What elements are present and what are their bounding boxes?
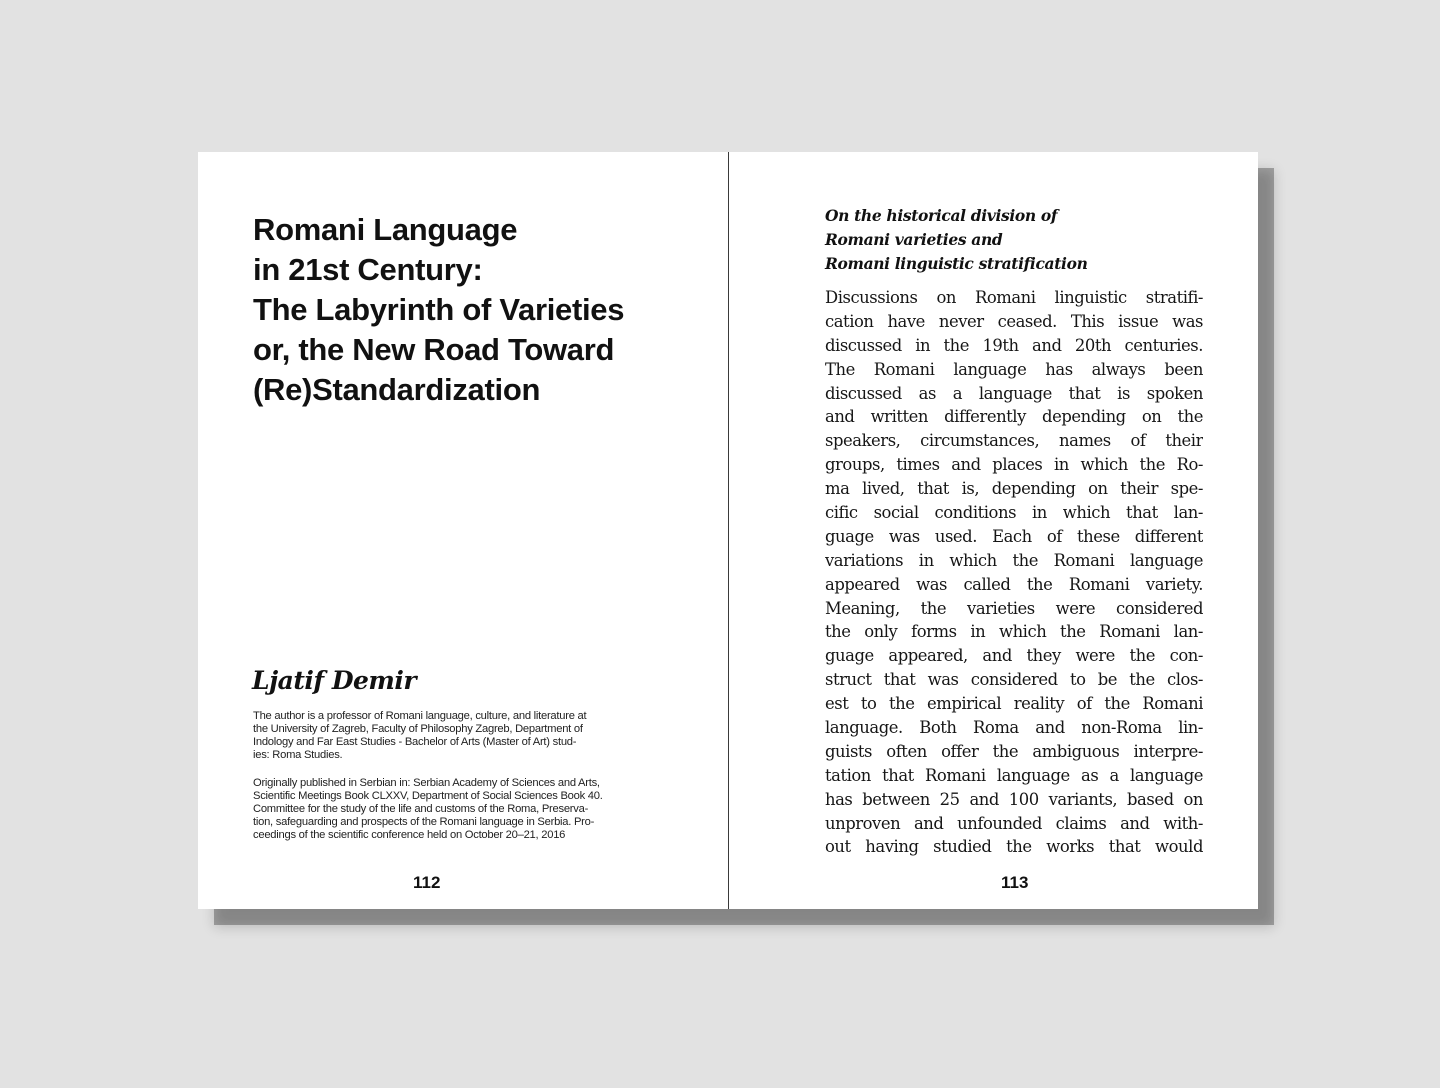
body-line: The Romani language has always been bbox=[825, 359, 1203, 379]
note-line: Scientific Meetings Book CLXXV, Department of Social Sciences Book 40. bbox=[253, 790, 603, 802]
body-line: cific social conditions in which that lan- bbox=[825, 503, 1203, 523]
body-line: language. Both Roma and non-Roma lin- bbox=[825, 718, 1203, 738]
publication-note bbox=[253, 777, 633, 842]
body-line: Discussions on Romani linguistic stratifi- bbox=[825, 288, 1203, 307]
chapter-title-line: (Re)Standardization bbox=[253, 372, 541, 407]
body-line: est to the empirical reality of the Romani bbox=[825, 694, 1203, 714]
note-line: Originally published in Serbian in: Serbian Academy of Sciences and Arts, bbox=[253, 777, 600, 789]
left-page bbox=[198, 152, 728, 909]
author-name: Ljatif Demir bbox=[252, 666, 417, 695]
body-line: discussed in the 19th and 20th centuries. bbox=[825, 335, 1203, 355]
note-line: the University of Zagreb, Faculty of Philosophy Zagreb, Department of bbox=[253, 723, 583, 735]
body-line: the only forms in which the Romani lan- bbox=[825, 622, 1203, 642]
body-line: ma lived, that is, depending on their spe- bbox=[825, 479, 1203, 499]
chapter-title-line: in 21st Century: bbox=[253, 252, 483, 287]
book-spread bbox=[198, 152, 1258, 909]
section-heading-line: Romani linguistic stratification bbox=[825, 254, 1088, 273]
chapter-title bbox=[253, 210, 673, 410]
note-line: Committee for the study of the life and customs of the Roma, Preserva- bbox=[253, 803, 589, 815]
body-line: guists often offer the ambiguous interpre- bbox=[825, 741, 1203, 761]
note-line: Indology and Far East Studies - Bachelor of Arts (Master of Art) stud- bbox=[253, 736, 577, 748]
body-line: groups, times and places in which the Ro- bbox=[825, 455, 1203, 475]
section-heading-line: Romani varieties and bbox=[825, 230, 1003, 249]
right-page bbox=[729, 152, 1258, 909]
body-line: cation have never ceased. This issue was bbox=[825, 311, 1203, 331]
chapter-title-line: The Labyrinth of Varieties bbox=[253, 292, 625, 327]
body-line: Meaning, the varieties were considered bbox=[825, 598, 1203, 618]
note-line: ies: Roma Studies. bbox=[253, 749, 343, 761]
body-line: and written differently depending on the bbox=[825, 407, 1203, 427]
note-line: ceedings of the scientific conference held on October 20–21, 2016 bbox=[253, 829, 566, 841]
section-heading bbox=[825, 204, 1088, 276]
author-bio-note bbox=[253, 710, 633, 762]
note-line: The author is a professor of Romani language, culture, and literature at bbox=[253, 710, 587, 722]
page-number-right: 113 bbox=[1001, 873, 1029, 892]
body-line: guage appeared, and they were the con- bbox=[825, 646, 1203, 666]
chapter-title-line: Romani Language bbox=[253, 212, 518, 247]
body-line: has between 25 and 100 variants, based on bbox=[825, 789, 1203, 809]
body-line: appeared was called the Romani variety. bbox=[825, 574, 1203, 594]
body-line: speakers, circumstances, names of their bbox=[825, 431, 1203, 451]
body-line: variations in which the Romani language bbox=[825, 550, 1203, 570]
section-heading-line: On the historical division of bbox=[825, 206, 1058, 225]
body-line: tation that Romani language as a language bbox=[825, 765, 1203, 785]
body-line: unproven and unfounded claims and with- bbox=[825, 813, 1203, 833]
body-paragraph bbox=[825, 286, 1203, 859]
body-line: discussed as a language that is spoken bbox=[825, 383, 1203, 403]
chapter-title-line: or, the New Road Toward bbox=[253, 332, 615, 367]
body-line: guage was used. Each of these different bbox=[825, 526, 1203, 546]
body-line: struct that was considered to be the clos- bbox=[825, 670, 1203, 690]
body-line: out having studied the works that would bbox=[825, 837, 1203, 857]
note-line: tion, safeguarding and prospects of the Romani language in Serbia. Pro- bbox=[253, 816, 595, 828]
page-number-left: 112 bbox=[413, 873, 441, 892]
